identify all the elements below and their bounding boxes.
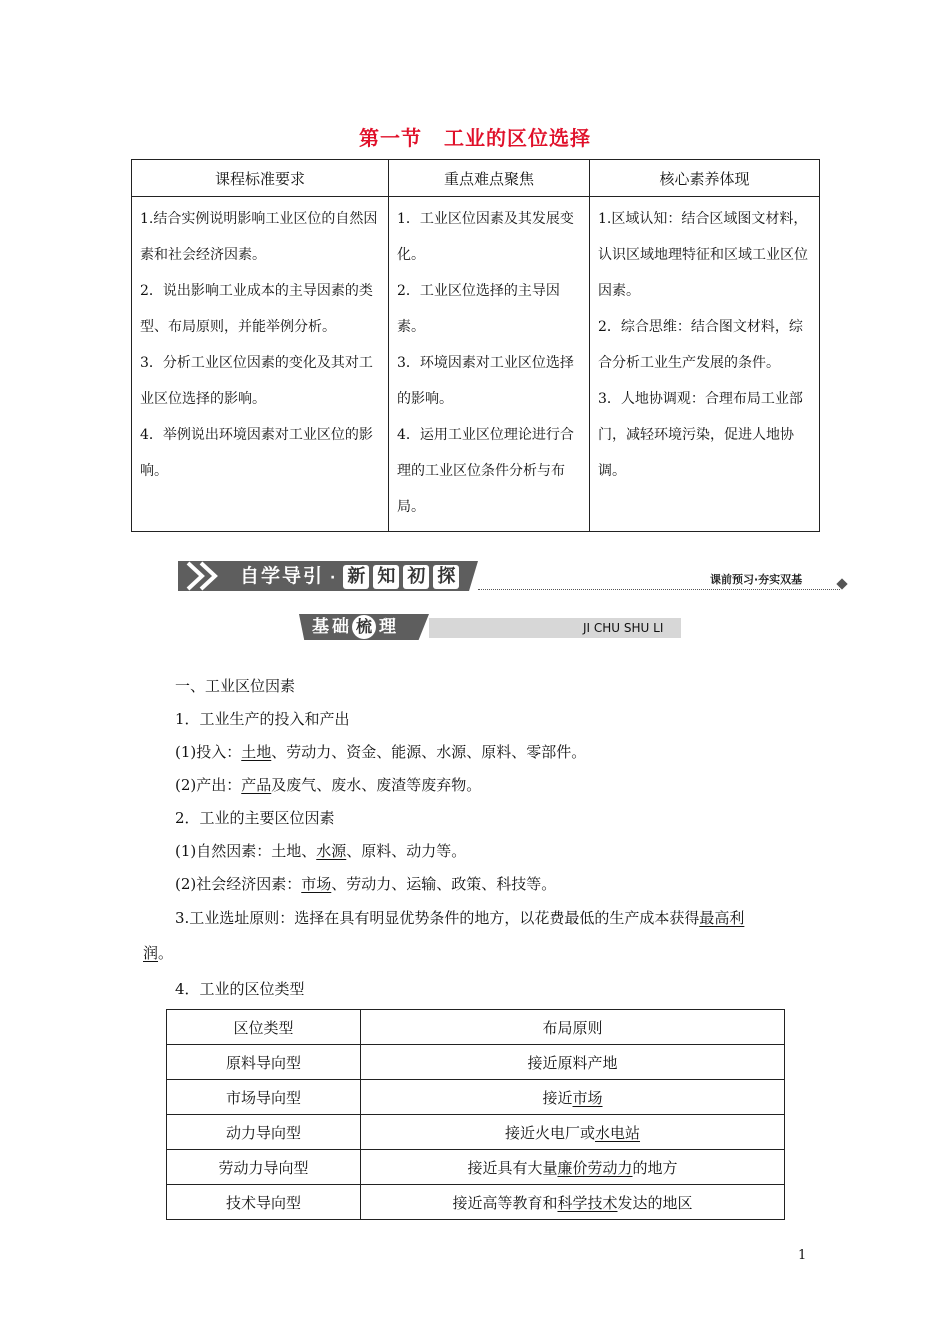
banner-box-char: 初 [403, 565, 429, 589]
page-number: 1 [798, 1248, 807, 1263]
list-item: 3．人地协调观：合理布局工业部门，减轻环境污染，促进人地协调。 [598, 391, 803, 479]
paragraph: (1)自然因素：土地、水源、原料、动力等。 [175, 842, 467, 860]
type-cell: 原料导向型 [167, 1045, 361, 1080]
table-row [167, 1185, 785, 1220]
subsection-char: 础 [332, 617, 352, 637]
header-standards: 课程标准要求 [132, 160, 389, 197]
principle-cell: 接近火电厂或水电站 [361, 1115, 785, 1150]
principle-cell: 接近具有大量廉价劳动力的地方 [361, 1150, 785, 1185]
list-item: 4．举例说出环境因素对工业区位的影响。 [140, 427, 373, 479]
subsection-char: 理 [379, 617, 399, 637]
subsection-title [312, 614, 399, 640]
list-item: 1.结合实例说明影响工业区位的自然因素和社会经济因素。 [140, 211, 378, 263]
list-item: 2．说出影响工业成本的主导因素的类型、布局原则，并能举例分析。 [140, 283, 373, 335]
type-cell: 技术导向型 [167, 1185, 361, 1220]
table-row [167, 1115, 785, 1150]
table-header-row [132, 160, 820, 197]
focus-cell [389, 197, 590, 532]
curriculum-standards-table [131, 159, 820, 532]
banner-heading: 自学导引 [240, 565, 325, 587]
table-row [167, 1080, 785, 1115]
header-type: 区位类型 [167, 1010, 361, 1045]
paragraph: (1)投入：土地、劳动力、资金、能源、水源、原料、零部件。 [175, 743, 587, 761]
table-row [132, 197, 820, 532]
section-banner-title [240, 562, 463, 590]
list-item: 3．环境因素对工业区位选择的影响。 [397, 355, 574, 407]
type-cell: 市场导向型 [167, 1080, 361, 1115]
list-item: 3．分析工业区位因素的变化及其对工业区位选择的影响。 [140, 355, 373, 407]
title-section: 第一节 [359, 126, 422, 150]
list-item: 2．综合思维：结合图文材料，综合分析工业生产发展的条件。 [598, 319, 803, 371]
subheading: 1．工业生产的投入和产出 [175, 710, 350, 728]
table-row [167, 1150, 785, 1185]
list-item: 1．工业区位因素及其发展变化。 [397, 211, 574, 263]
banner-box-char: 新 [343, 565, 369, 589]
subsection-char: 基 [312, 617, 332, 637]
answer-blank: 水源 [316, 842, 347, 860]
answer-blank: 产品 [241, 776, 272, 794]
principle-cell: 接近高等教育和科学技术发达的地区 [361, 1185, 785, 1220]
answer-blank: 润 [143, 944, 159, 962]
paragraph: (2)社会经济因素：市场、劳动力、运输、政策、科技等。 [175, 875, 557, 893]
banner-subtitle: 课前预习·夯实双基 [710, 573, 803, 586]
subsection-circle-char: 梳 [352, 615, 376, 639]
standards-cell [132, 197, 389, 532]
list-item: 4．运用工业区位理论进行合理的工业区位条件分析与布局。 [397, 427, 574, 515]
header-principle: 布局原则 [361, 1010, 785, 1045]
subheading: 4．工业的区位类型 [175, 980, 305, 998]
header-literacy: 核心素养体现 [590, 160, 820, 197]
banner-rule [478, 589, 840, 590]
banner-box-char: 知 [373, 565, 399, 589]
paragraph: (2)产出：产品及废气、废水、废渣等废弃物。 [175, 776, 482, 794]
principle-cell: 接近原料产地 [361, 1045, 785, 1080]
page-title [0, 122, 950, 151]
subheading: 2．工业的主要区位因素 [175, 809, 335, 827]
type-cell: 动力导向型 [167, 1115, 361, 1150]
table-row [167, 1045, 785, 1080]
principle-cell: 接近市场 [361, 1080, 785, 1115]
answer-blank: 市场 [301, 875, 332, 893]
banner-box-char: 探 [433, 565, 459, 589]
table-header-row [167, 1010, 785, 1045]
list-item: 1.区域认知：结合区域图文材料，认识区域地理特征和区域工业区位因素。 [598, 211, 808, 299]
heading-1: 一、工业区位因素 [175, 677, 296, 695]
literacy-cell [590, 197, 820, 532]
double-chevron-icon [184, 559, 234, 593]
header-focus: 重点难点聚焦 [389, 160, 590, 197]
paragraph: 3.工业选址原则：选择在具有明显优势条件的地方，以花费最低的生产成本获得最高利 润。 [143, 909, 745, 962]
main-content [143, 670, 808, 1006]
answer-blank: 土地 [241, 743, 272, 761]
list-item: 2．工业区位选择的主导因素。 [397, 283, 560, 335]
title-topic: 工业的区位选择 [444, 126, 591, 150]
location-types-table [166, 1009, 785, 1220]
answer-blank: 最高利 [699, 909, 745, 927]
banner-dot: · [330, 570, 338, 586]
subsection-pinyin: JI CHU SHU LI [583, 621, 664, 635]
diamond-icon [836, 578, 847, 589]
type-cell: 劳动力导向型 [167, 1150, 361, 1185]
